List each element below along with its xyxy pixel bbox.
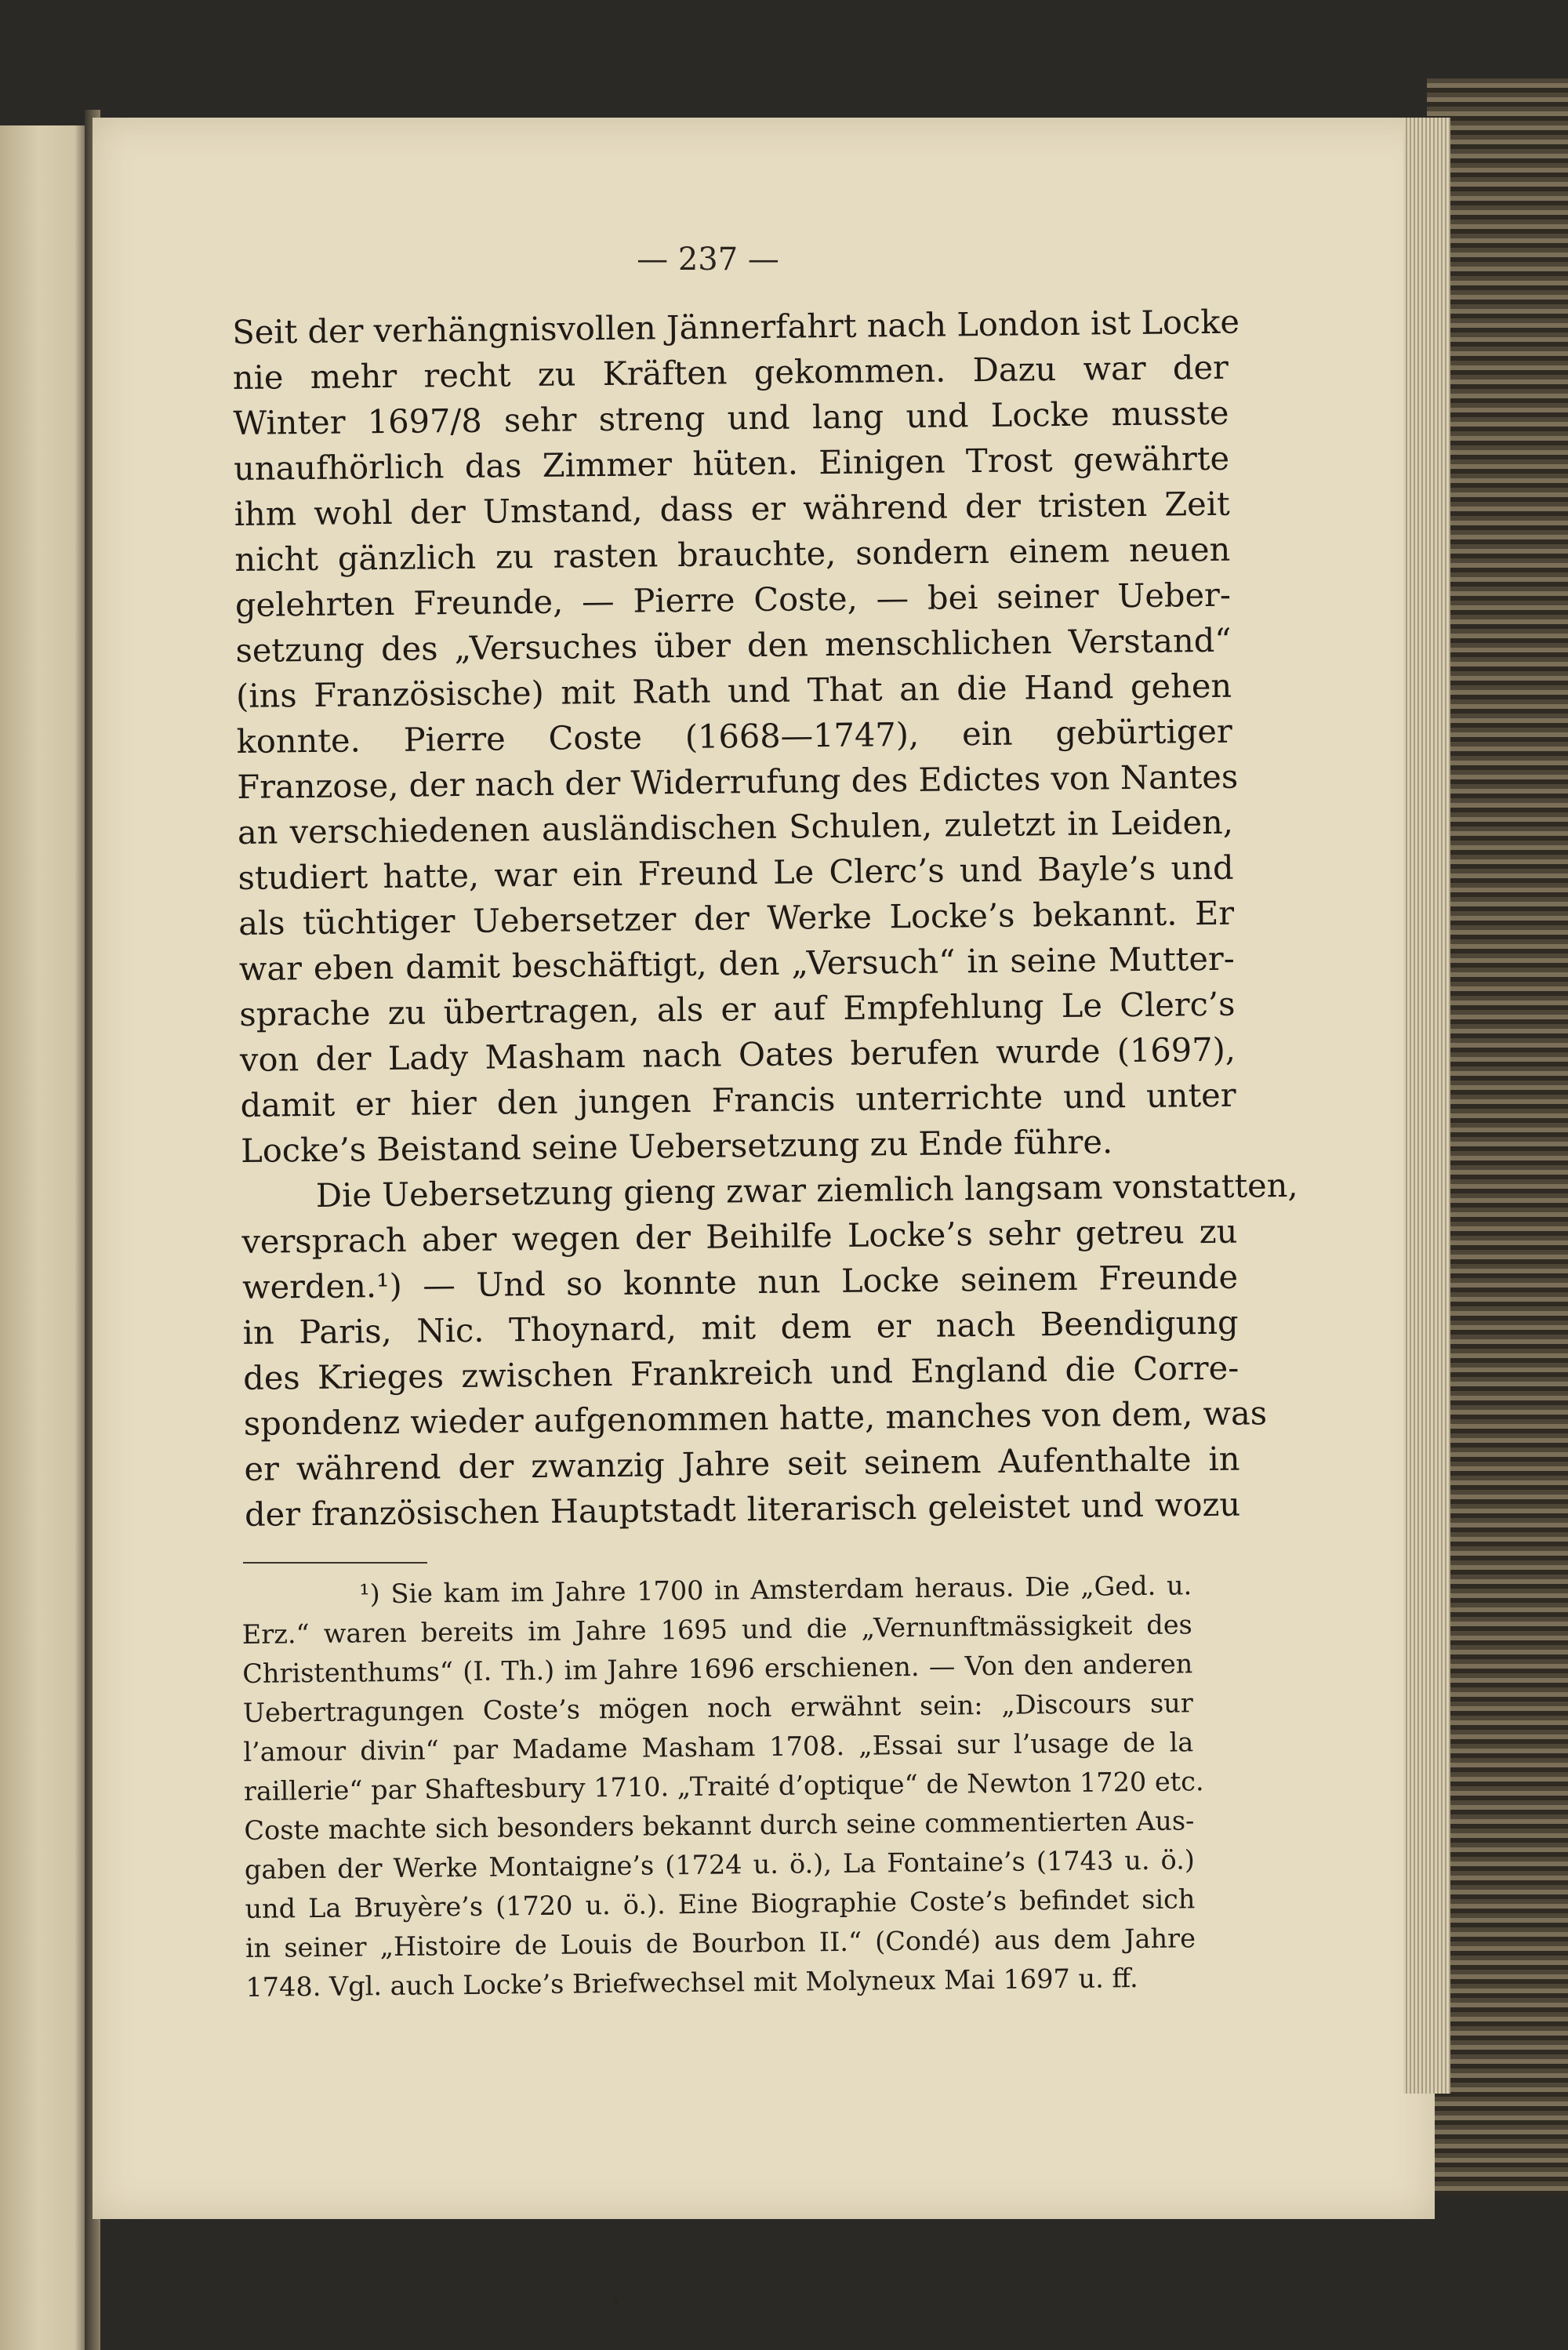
text-line: als tüchtiger Uebersetzer der Werke Locke’s bekannt. Er — [238, 893, 1235, 943]
text-line: Winter 1697/8 sehr streng und lang und Locke musste — [233, 393, 1229, 442]
text-line: des Krieges zwischen Frankreich und England die Corre- — [243, 1348, 1240, 1397]
footnote-line: raillerie“ par Shaftesbury 1710. „Traité d’optique“ de Newton 1720 etc. — [243, 1766, 1204, 1807]
page-number: — 237 — — [637, 242, 779, 278]
footnote-rule — [243, 1562, 427, 1564]
text-line: ihm wohl der Umstand, dass er während der tristen Zeit — [234, 484, 1230, 533]
text-line: in Paris, Nic. Thoynard, mit dem er nach Beendigung — [242, 1302, 1239, 1352]
footnote-line: Uebertragungen Coste’s mögen noch erwähnt sein: „Discours sur — [242, 1687, 1193, 1728]
bottom-mark: › — [612, 2290, 620, 2313]
text-line: von der Lady Masham nach Oates berufen wurde (1697), — [239, 1030, 1236, 1079]
main-text — [232, 300, 1298, 1538]
text-line: unaufhörlich das Zimmer hüten. Einigen Trost gewährte — [233, 438, 1230, 488]
text-line: gelehrten Freunde, — Pierre Coste, — bei seiner Ueber- — [234, 575, 1232, 624]
text-line: spondenz wieder aufgenommen hatte, manches von dem, was — [243, 1393, 1268, 1443]
page-stack-edge — [1403, 118, 1450, 2094]
text-line: war eben damit beschäftigt, den „Versuch“ in seine Mutter- — [238, 939, 1235, 988]
footnote-line: gaben der Werke Montaigne’s (1724 u. ö.), La Fontaine’s (1743 u. ö.) — [244, 1844, 1196, 1885]
text-line: nie mehr recht zu Kräften gekommen. Dazu war der — [232, 347, 1229, 397]
text-line: versprach aber wegen der Beihilfe Locke’s sehr getreu zu — [241, 1211, 1238, 1261]
text-line: setzung des „Versuches über den menschlichen Verstand“ — [235, 620, 1232, 670]
footnote-line: 1748. Vgl. auch Locke’s Briefwechsel mit Molyneux Mai 1697 u. ff. — [245, 1963, 1138, 2003]
text-line: Seit der verhängnisvollen Jännerfahrt nach London ist Locke — [232, 302, 1240, 351]
footnote — [241, 1566, 1204, 2007]
text-line: werden.¹) — Und so konnte nun Locke seinem Freunde — [241, 1257, 1239, 1306]
text-line: konnte. Pierre Coste (1668—1747), ein gebürtiger — [236, 711, 1232, 761]
footnote-line: Coste machte sich besonders bekannt durch seine commentierten Aus- — [244, 1805, 1195, 1846]
footnote-line: Christenthums“ (I. Th.) im Jahre 1696 erschienen. — Von den anderen — [242, 1648, 1193, 1689]
text-line: an verschiedenen ausländischen Schulen, zuletzt in Leiden, — [237, 802, 1234, 852]
text-line: sprache zu übertragen, als er auf Empfehlung Le Clerc’s — [239, 984, 1236, 1033]
footnote-line: l’amour divin“ par Madame Masham 1708. „Essai sur l’usage de la — [243, 1727, 1194, 1767]
text-line: Franzose, der nach der Widerrufung des Edictes von Nantes — [237, 757, 1239, 806]
text-line: er während der zwanzig Jahre seit seinem Aufenthalte in — [244, 1439, 1240, 1488]
text-line: (ins Französische) mit Rath und That an die Hand gehen — [235, 666, 1232, 715]
footnote-line: und La Bruyère’s (1720 u. ö.). Eine Biographie Coste’s befindet sich — [245, 1883, 1196, 1924]
left-page-edge — [0, 125, 88, 2350]
text-line: Locke’s Beistand seine Uebersetzung zu Ende führe. — [240, 1122, 1113, 1170]
footnote-line: in seiner „Histoire de Louis de Bourbon II.“ (Condé) aus dem Jahre — [245, 1923, 1196, 1963]
text-line: nicht gänzlich zu rasten brauchte, sondern einem neuen — [234, 529, 1231, 579]
footnote-line: Erz.“ waren bereits im Jahre 1695 und die „Vernunftmässigkeit des — [241, 1609, 1192, 1650]
text-line: damit er hier den jungen Francis unterrichte und unter — [240, 1075, 1236, 1124]
text-line: der französischen Hauptstadt literarisch geleistet und wozu — [244, 1484, 1241, 1534]
footnote-line: ¹) Sie kam im Jahre 1700 in Amsterdam heraus. Die „Ged. u. — [359, 1570, 1192, 1610]
text-line: Die Uebersetzung gieng zwar ziemlich langsam vonstatten, — [315, 1165, 1298, 1215]
text-line: studiert hatte, war ein Freund Le Clerc’s und Bayle’s und — [238, 848, 1234, 897]
